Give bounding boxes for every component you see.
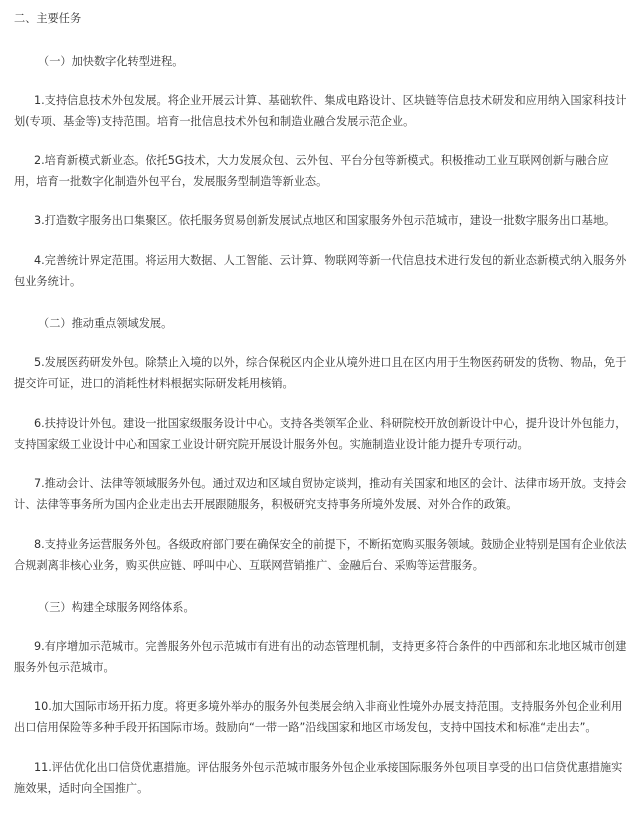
paragraph-2: 2.培育新模式新业态。依托5G技术，大力发展众包、云外包、平台分包等新模式。积极推动工业互联网创新与融合应用，培育一批数字化制造外包平台，发展服务型制造等新业态。 xyxy=(14,154,609,188)
paragraph-7: 7.推动会计、法律等领域服务外包。通过双边和区域自贸协定谈判，推动有关国家和地区的会计、法律市场开放。支持会计、法律等事务所为国内企业走出去开展跟随服务，积极研究支持事务所境外发展、对外合作的政策。 xyxy=(14,477,627,511)
paragraph-8: 8.支持业务运营服务外包。各级政府部门要在确保安全的前提下，不断拓宽购买服务领域。鼓励企业特别是国有企业依法合规剥离非核心业务，购买供应链、呼叫中心、互联网营销推广、金融后台、采购等运营服务。 xyxy=(14,538,627,572)
subsection-title-1: （一）加快数字化转型进程。 xyxy=(38,55,184,68)
paragraph-3: 3.打造数字服务出口集聚区。依托服务贸易创新发展试点地区和国家服务外包示范城市，建设一批数字服务出口基地。 xyxy=(34,214,616,227)
paragraph-11: 11.评估优化出口信贷优惠措施。评估服务外包示范城市服务外包企业承接国际服务外包项目享受的出口信贷优惠措施实施效果，适时向全国推广。 xyxy=(14,761,623,795)
section-title: 二、主要任务 xyxy=(14,12,82,25)
paragraph-5: 5.发展医药研发外包。除禁止入境的以外，综合保税区内企业从境外进口且在区内用于生物医药研发的货物、物品，免于提交许可证，进口的消耗性材料根据实际研发耗用核销。 xyxy=(14,356,627,390)
subsection-title-2: （二）推动重点领域发展。 xyxy=(38,317,173,330)
subsection-title-3: （三）构建全球服务网络体系。 xyxy=(38,601,195,614)
paragraph-9: 9.有序增加示范城市。完善服务外包示范城市有进有出的动态管理机制，支持更多符合条件的中西部和东北地区城市创建服务外包示范城市。 xyxy=(14,640,627,674)
paragraph-10: 10.加大国际市场开拓力度。将更多境外举办的服务外包类展会纳入非商业性境外办展支持范围。支持服务外包企业利用出口信用保险等多种手段开拓国际市场。鼓励向“一带一路”沿线国家和地区市场发包，支持中国技术和标准“走出去”。 xyxy=(14,700,623,734)
paragraph-1: 1.支持信息技术外包发展。将企业开展云计算、基础软件、集成电路设计、区块链等信息技术研发和应用纳入国家科技计划(专项、基金等)支持范围。培育一批信息技术外包和制造业融合发展示范企业。 xyxy=(14,94,627,128)
paragraph-6: 6.扶持设计外包。建设一批国家级服务设计中心。支持各类领军企业、科研院校开放创新设计中心，提升设计外包能力，支持国家级工业设计中心和国家工业设计研究院开展设计服务外包。实施制造业设计能力提升专项行动。 xyxy=(14,417,627,451)
paragraph-4: 4.完善统计界定范围。将运用大数据、人工智能、云计算、物联网等新一代信息技术进行发包的新业态新模式纳入服务外包业务统计。 xyxy=(14,254,627,288)
